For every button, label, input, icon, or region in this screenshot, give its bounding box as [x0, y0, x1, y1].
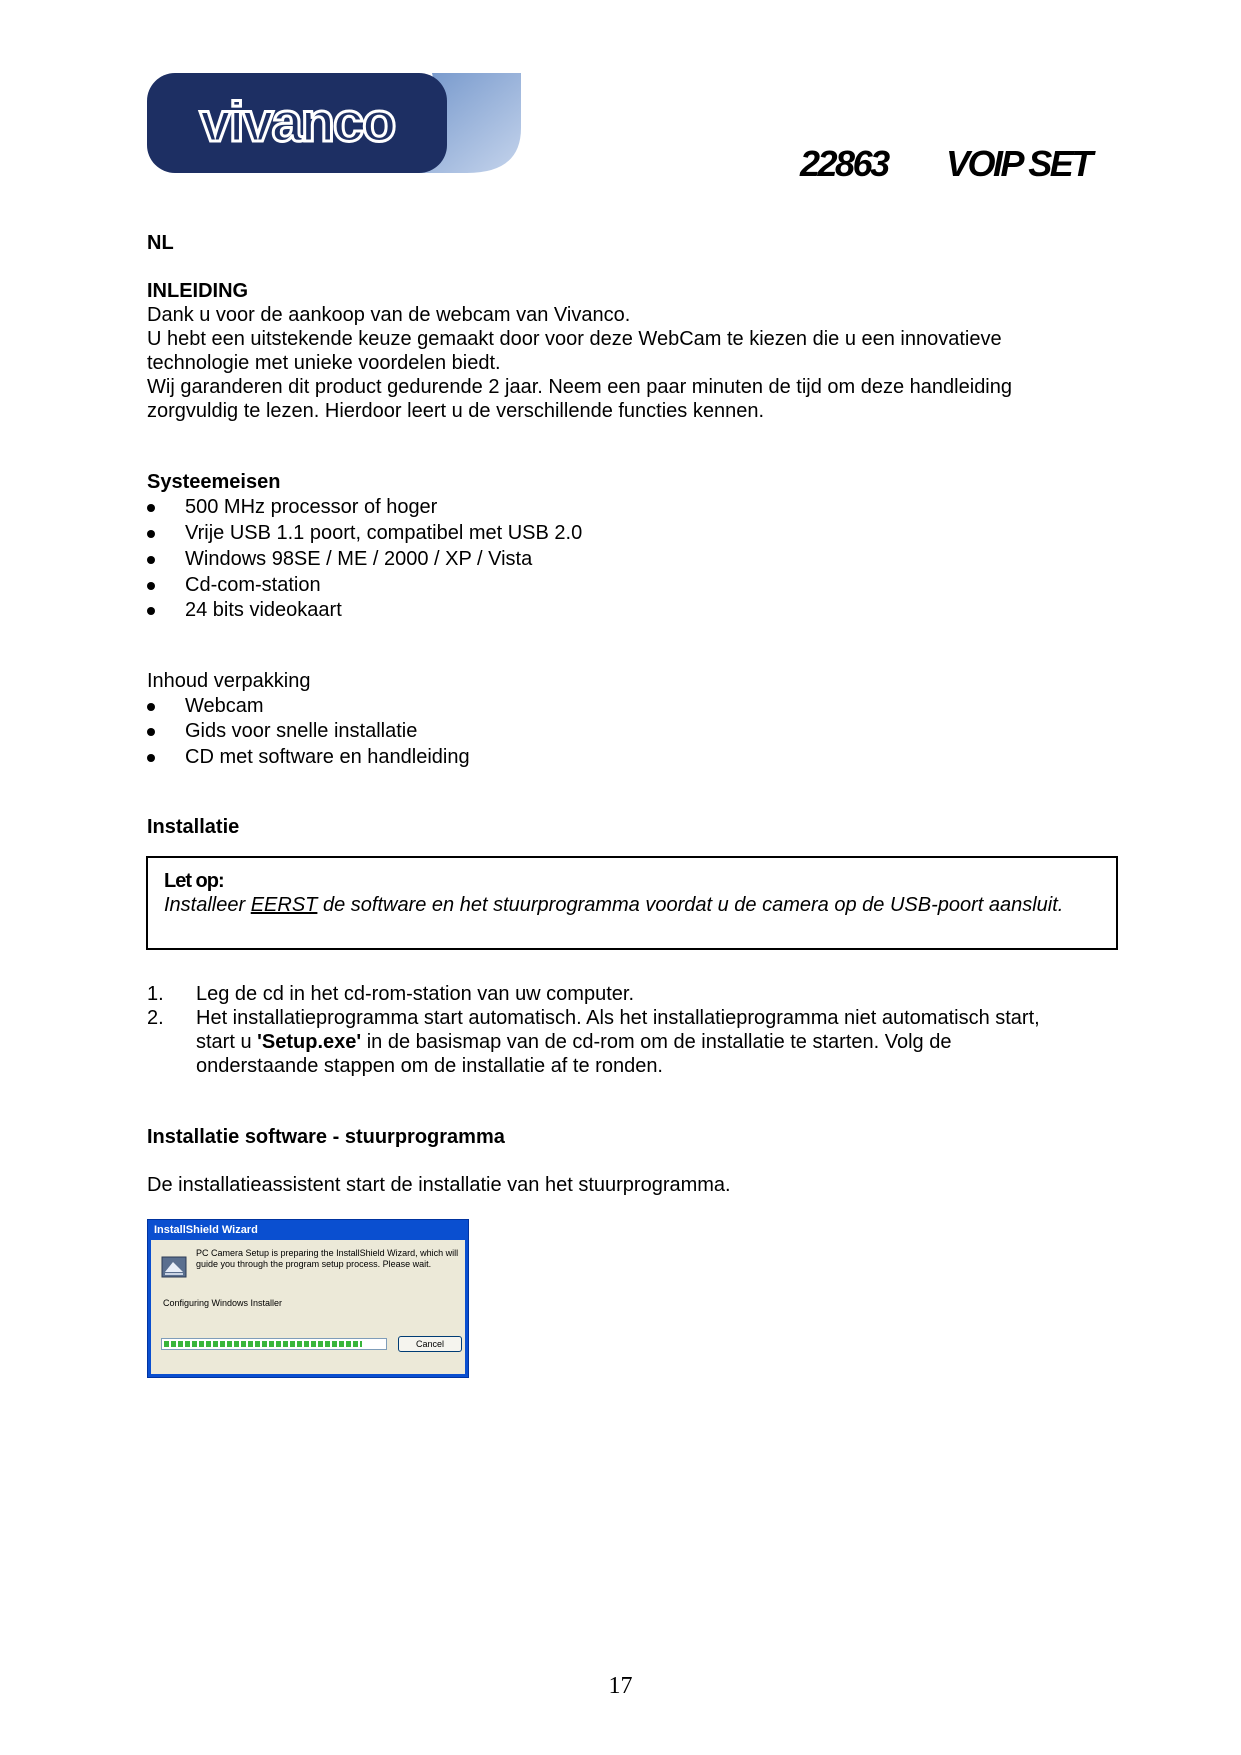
- cancel-button[interactable]: Cancel: [398, 1336, 462, 1352]
- note-text: [164, 893, 1063, 917]
- intro-heading: INLEIDING: [147, 280, 249, 302]
- vivanco-logo: [147, 73, 521, 173]
- language-label: NL: [147, 232, 174, 254]
- vivanco-logo-graphic: [147, 73, 521, 173]
- step-text: [196, 1030, 951, 1054]
- intro-line: Dank u voor de aankoop van de webcam van Vivanco.: [147, 304, 631, 326]
- setup-exe-filename: 'Setup.exe': [257, 1031, 362, 1053]
- step-number: 1.: [147, 983, 164, 1005]
- software-text: De installatieassistent start de installatie van het stuurprogramma.: [147, 1174, 731, 1196]
- list-item: Cd-com-station: [185, 574, 321, 596]
- step-text-part: start u: [196, 1031, 258, 1053]
- list-item: Webcam: [185, 695, 264, 717]
- bullet-icon: [147, 582, 155, 590]
- list-item: CD met software en handleiding: [185, 746, 470, 768]
- bullet-icon: [147, 728, 155, 736]
- bullet-icon: [147, 703, 155, 711]
- wizard-body: [151, 1240, 465, 1374]
- bullet-icon: [147, 556, 155, 564]
- wizard-title: InstallShield Wizard: [154, 1224, 258, 1236]
- wizard-message-line: PC Camera Setup is preparing the InstallShield Wizard, which will: [196, 1248, 459, 1258]
- contents-heading: Inhoud verpakking: [147, 670, 311, 692]
- step-text: Het installatieprogramma start automatisch. Als het installatieprogramma niet automatisch start,: [196, 1007, 1040, 1029]
- intro-line: U hebt een uitstekende keuze gemaakt door voor deze WebCam te kiezen die u een innovatieve: [147, 328, 1002, 350]
- step-text: Leg de cd in het cd-rom-station van uw computer.: [196, 983, 635, 1005]
- wizard-message-line: guide you through the program setup process. Please wait.: [196, 1259, 432, 1269]
- requirements-heading: Systeemeisen: [147, 471, 281, 493]
- bullet-icon: [147, 530, 155, 538]
- step-text: onderstaande stappen om de installatie af te ronden.: [196, 1055, 663, 1077]
- bullet-icon: [147, 754, 155, 762]
- list-item: Gids voor snelle installatie: [185, 720, 418, 742]
- note-emphasis: EERST: [250, 894, 318, 916]
- warning-note-box: [146, 856, 1118, 950]
- logo-wordmark: vivanco: [199, 90, 395, 153]
- page-number: 17: [608, 1673, 633, 1699]
- installation-heading: Installatie: [147, 816, 240, 838]
- intro-line: Wij garanderen dit product gedurende 2 jaar. Neem een paar minuten de tijd om deze handleiding: [147, 376, 1012, 398]
- bullet-icon: [147, 607, 155, 615]
- step-text-part: in de basismap van de cd-rom om de installatie te starten. Volg de: [361, 1031, 952, 1053]
- wizard-status: Configuring Windows Installer: [163, 1298, 283, 1308]
- list-item: Vrije USB 1.1 poort, compatibel met USB 2.0: [185, 522, 583, 544]
- progress-bar-fill: [164, 1341, 362, 1347]
- intro-line: technologie met unieke voordelen biedt.: [147, 352, 501, 374]
- model-number: 22863: [800, 143, 888, 184]
- product-name: VOIP SET: [946, 143, 1091, 184]
- software-heading: Installatie software - stuurprogramma: [147, 1126, 505, 1148]
- bullet-icon: [147, 504, 155, 512]
- installshield-wizard-window: [147, 1219, 469, 1378]
- note-title: Let op:: [164, 870, 224, 892]
- note-suffix: de software en het stuurprogramma voordat u de camera op de USB-poort aansluit.: [317, 894, 1064, 916]
- step-number: 2.: [147, 1007, 164, 1029]
- intro-line: zorgvuldig te lezen. Hierdoor leert u de verschillende functies kennen.: [147, 400, 765, 422]
- progress-bar: [161, 1338, 387, 1350]
- installer-icon: [161, 1254, 187, 1280]
- list-item: 24 bits videokaart: [185, 599, 342, 621]
- list-item: Windows 98SE / ME / 2000 / XP / Vista: [185, 548, 533, 570]
- list-item: 500 MHz processor of hoger: [185, 496, 438, 518]
- note-prefix: Installeer: [164, 894, 251, 916]
